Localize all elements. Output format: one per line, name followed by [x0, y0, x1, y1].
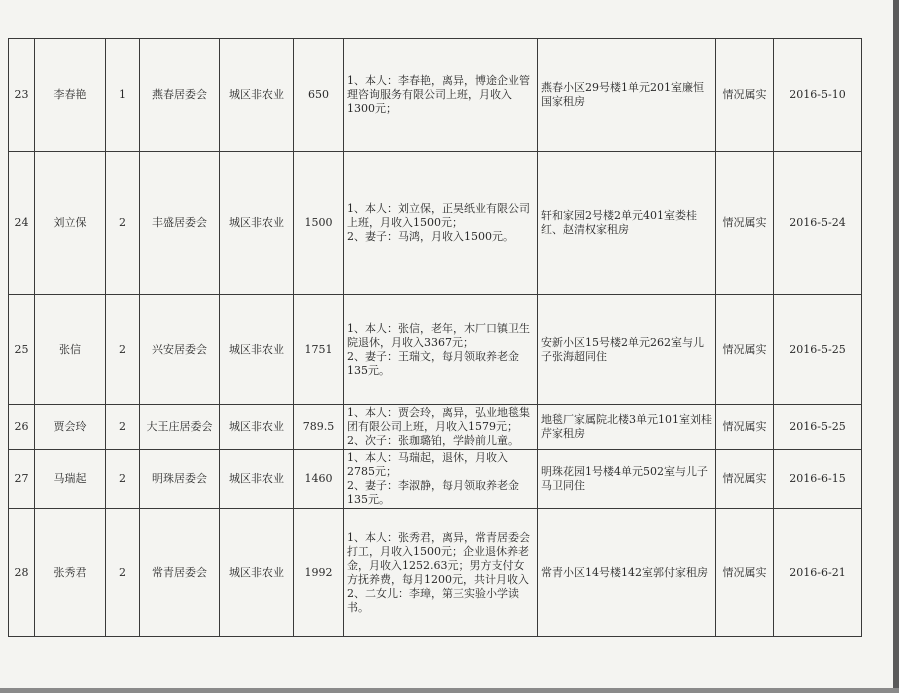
- member-line: 1、本人：贾会玲，离异，弘业地毯集团有限公司上班，月收入1579元；: [347, 406, 530, 433]
- verification-status-cell: 情况属实: [716, 152, 774, 295]
- housing-cell: 燕春小区29号楼1单元201室廉恒国家租房: [538, 39, 716, 152]
- housing-cell: 安新小区15号楼2单元262室与儿子张海超同住: [538, 295, 716, 405]
- scanner-edge-bottom: [0, 688, 899, 693]
- member-line: 2、二女儿：李璋，第三实验小学读书。: [347, 586, 519, 614]
- members-cell: [344, 39, 538, 152]
- table-body: [9, 39, 862, 637]
- committee-cell: 丰盛居委会: [140, 152, 220, 295]
- row-number-cell: 25: [9, 295, 35, 405]
- name-cell: 贾会玲: [35, 405, 106, 450]
- member-line: 2、妻子：李淑静，每月领取养老金135元。: [347, 479, 519, 506]
- housing-cell: 明珠花园1号楼4单元502室与儿子马卫同住: [538, 450, 716, 509]
- row-number-cell: 26: [9, 405, 35, 450]
- table-row: [9, 295, 862, 405]
- member-line: 1、本人：马瑞起，退休，月收入2785元；: [347, 451, 508, 478]
- household-size-cell: 2: [106, 405, 140, 450]
- name-cell: 张信: [35, 295, 106, 405]
- household-size-cell: 2: [106, 152, 140, 295]
- member-line: 1、本人：张信，老年，木厂口镇卫生院退休，月收入3367元；: [347, 321, 530, 349]
- committee-cell: 兴安居委会: [140, 295, 220, 405]
- committee-cell: 明珠居委会: [140, 450, 220, 509]
- member-line: 2、妻子：王瑞文，每月领取养老金135元。: [347, 349, 519, 377]
- date-cell: 2016-6-21: [774, 509, 862, 637]
- row-number-cell: 28: [9, 509, 35, 637]
- table-row: [9, 509, 862, 637]
- date-cell: 2016-5-24: [774, 152, 862, 295]
- income-cell: 1500: [294, 152, 344, 295]
- records-table: [8, 38, 862, 637]
- verification-status-cell: 情况属实: [716, 39, 774, 152]
- members-cell: [344, 509, 538, 637]
- household-type-cell: 城区非农业: [220, 295, 294, 405]
- household-size-cell: 2: [106, 509, 140, 637]
- committee-cell: 常青居委会: [140, 509, 220, 637]
- name-cell: 马瑞起: [35, 450, 106, 509]
- member-line: 1、本人：张秀君，离异，常青居委会打工，月收入1500元；企业退休养老金，月收入1252.63元；男方支付女方抚养费，每月1200元，共计月收入: [347, 530, 530, 586]
- verification-status-cell: 情况属实: [716, 509, 774, 637]
- name-cell: 张秀君: [35, 509, 106, 637]
- name-cell: 李春艳: [35, 39, 106, 152]
- household-type-cell: 城区非农业: [220, 152, 294, 295]
- members-cell: [344, 450, 538, 509]
- member-line: 1、本人：李春艳，离异，博途企业管理咨询服务有限公司上班，月收入1300元；: [347, 74, 530, 115]
- household-size-cell: 1: [106, 39, 140, 152]
- committee-cell: 燕春居委会: [140, 39, 220, 152]
- income-cell: 1751: [294, 295, 344, 405]
- verification-status-cell: 情况属实: [716, 450, 774, 509]
- housing-cell: 地毯厂家属院北楼3单元101室刘桂芹家租房: [538, 405, 716, 450]
- income-cell: 650: [294, 39, 344, 152]
- household-type-cell: 城区非农业: [220, 509, 294, 637]
- scanner-edge-right: [893, 0, 899, 693]
- members-cell: [344, 152, 538, 295]
- table-row: [9, 39, 862, 152]
- income-cell: 1460: [294, 450, 344, 509]
- income-cell: 789.5: [294, 405, 344, 450]
- table-row: [9, 152, 862, 295]
- row-number-cell: 23: [9, 39, 35, 152]
- verification-status-cell: 情况属实: [716, 405, 774, 450]
- name-cell: 刘立保: [35, 152, 106, 295]
- household-size-cell: 2: [106, 450, 140, 509]
- household-type-cell: 城区非农业: [220, 450, 294, 509]
- household-size-cell: 2: [106, 295, 140, 405]
- table-row: [9, 405, 862, 450]
- member-line: 1、本人：刘立保，正昊纸业有限公司上班，月收入1500元；: [347, 202, 530, 229]
- housing-cell: 常青小区14号楼142室郭付家租房: [538, 509, 716, 637]
- household-type-cell: 城区非农业: [220, 405, 294, 450]
- date-cell: 2016-5-10: [774, 39, 862, 152]
- housing-cell: 轩和家园2号楼2单元401室娄桂红、赵清权家租房: [538, 152, 716, 295]
- verification-status-cell: 情况属实: [716, 295, 774, 405]
- date-cell: 2016-5-25: [774, 295, 862, 405]
- date-cell: 2016-5-25: [774, 405, 862, 450]
- member-line: 2、次子：张珈璐铂，学龄前儿童。: [347, 434, 519, 447]
- committee-cell: 大王庄居委会: [140, 405, 220, 450]
- members-cell: [344, 405, 538, 450]
- date-cell: 2016-6-15: [774, 450, 862, 509]
- household-type-cell: 城区非农业: [220, 39, 294, 152]
- table-row: [9, 450, 862, 509]
- row-number-cell: 24: [9, 152, 35, 295]
- row-number-cell: 27: [9, 450, 35, 509]
- members-cell: [344, 295, 538, 405]
- member-line: 2、妻子：马鸿，月收入1500元。: [347, 230, 514, 243]
- income-cell: 1992: [294, 509, 344, 637]
